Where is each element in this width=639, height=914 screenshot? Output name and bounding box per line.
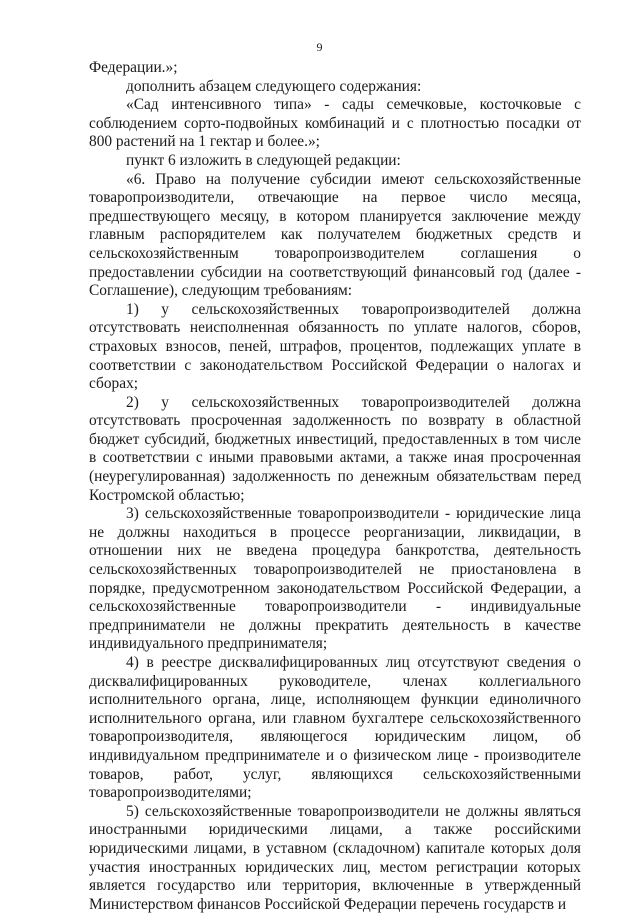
document-body [89,59,581,914]
paragraph-continuation: Федерации.»; [89,59,178,76]
paragraph-requirement-5: 5) сельскохозяйственные товаропроизводители не должны являться иностранными юридическими лицами, а также российскими юридическими лицами, в уставном (складочном) капитале которых доля участия иностранных юридических лиц, местом регистрации которых является государство или территория, включенные в утвержденный Министерством финансов Российской Федерации перечень государств и [89,802,581,913]
paragraph-requirement-3: 3) сельскохозяйственные товаропроизводители - юридические лица не должны находиться в процессе реорганизации, ликвидации, в отношении них не введена процедура банкротства, деятельность сельскохозяйственных товаропроизводителей не приостановлена в порядке, предусмотренном законодательством Российской Федерации, а сельскохозяйственные товаропроизводители - индивидуальные предприниматели не должны прекратить деятельность в качестве индивидуального предпринимателя; [89,505,581,653]
paragraph-orchard-definition: «Сад интенсивного типа» - сады семечковые, косточковые с соблюдением сорто-подвойных комбинаций и с плотностью посадки от 800 растений на 1 гектар и более.»; [89,96,581,151]
page-number: 9 [316,40,323,54]
paragraph-requirement-2: 2) у сельскохозяйственных товаропроизводителей должна отсутствовать просроченная задолженность по возврату в областной бюджет субсидий, бюджетных инвестиций, предоставленных в том числе в соответствии с иными правовыми актами, а также иная просроченная (неурегулированная) задолженность по денежным обязательствам перед Костромской областью; [89,393,581,504]
paragraph-amendment-intro: дополнить абзацем следующего содержания: [126,77,422,95]
paragraph-requirement-1: 1) у сельскохозяйственных товаропроизводителей должна отсутствовать неисполненная обязанность по уплате налогов, сборов, страховых взносов, пеней, штрафов, процентов, подлежащих уплате в соответствии с законодательством Российской Федерации о налогах и сборах; [89,300,581,393]
paragraph-requirement-4: 4) в реестре дисквалифицированных лиц отсутствуют сведения о дисквалифицированных руководителе, членах коллегиального исполнительного органа, лице, исполняющем функции единоличного исполнительного органа, или главном бухгалтере сельскохозяйственного товаропроизводителя, являющегося юридическим лицом, об индивидуальном предпринимателе и о физическом лице - производителе товаров, работ, услуг, являющихся сельскохозяйственными товаропроизводителями; [89,654,581,802]
paragraph-point-6-intro: пункт 6 изложить в следующей редакции: [126,151,401,169]
paragraph-point-6: «6. Право на получение субсидии имеют сельскохозяйственные товаропроизводители, отвечающие на первое число месяца, предшествующего месяцу, в котором планируется заключение между главным распорядителем как получателем бюджетных средств и сельскохозяйственным товаропроизводителем соглашения о предоставлении субсидии на соответствующий финансовый год (далее - Соглашение), следующим требованиям: [89,170,581,300]
